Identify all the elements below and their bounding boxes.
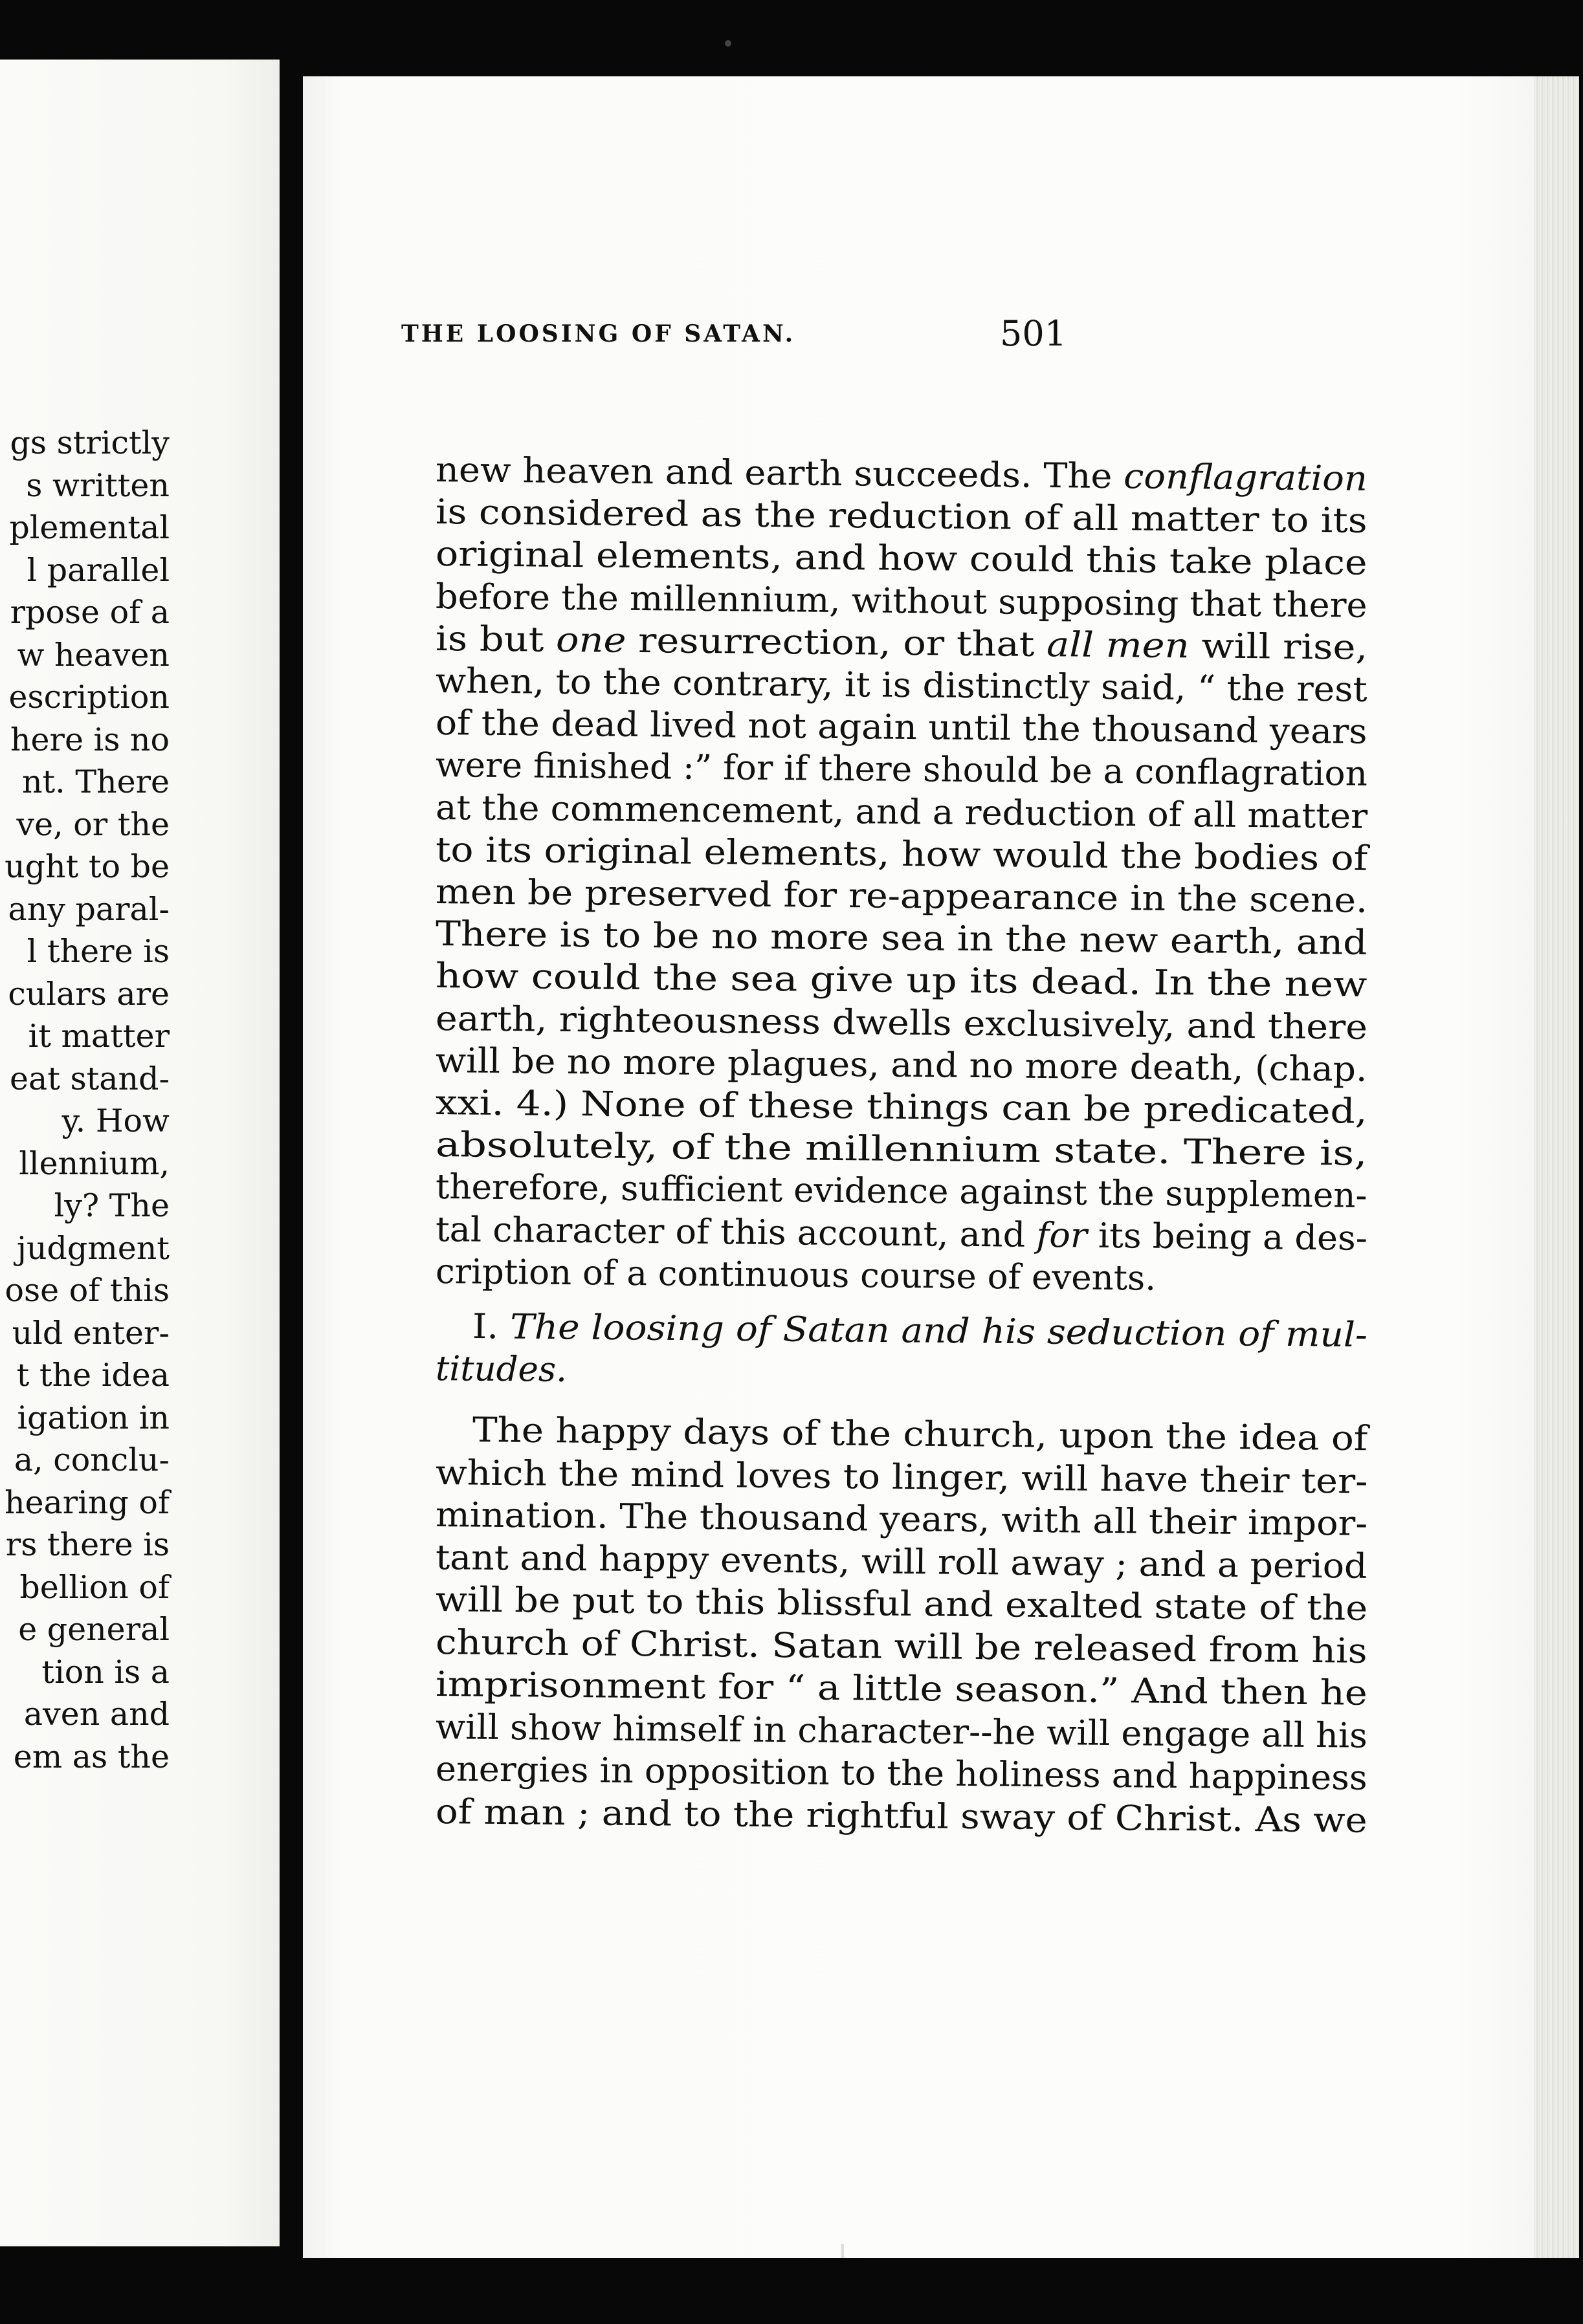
left-page-line: hearing of	[4, 1484, 170, 1521]
body-line	[435, 914, 1367, 963]
section-heading-text: titudes.	[435, 1349, 568, 1390]
text-run: church of Christ. Satan will be released from his	[435, 1622, 1367, 1671]
left-page-line: rpose of a	[10, 594, 170, 631]
body-line	[435, 661, 1367, 710]
left-page-line: any paral-	[8, 890, 170, 928]
body-line	[435, 1749, 1368, 1798]
left-page-line: eat stand-	[9, 1060, 170, 1097]
body-line	[435, 745, 1368, 795]
italic-run: all men	[1046, 624, 1190, 666]
body-line	[435, 1792, 1368, 1841]
section-numeral: I.	[472, 1307, 499, 1347]
left-page-line: escription	[8, 679, 170, 716]
left-page-line: bellion of	[19, 1568, 170, 1606]
page-edge-shadow	[1534, 76, 1579, 2258]
text-run: to its original elements, how would the bodies of	[435, 829, 1368, 879]
body-line	[435, 872, 1368, 921]
left-page-line: e general	[18, 1611, 170, 1648]
text-run: were finished :” for if there should be a conflagration	[435, 745, 1368, 795]
body-line	[435, 829, 1368, 879]
left-page	[0, 60, 280, 2246]
body-line	[435, 1537, 1367, 1586]
text-run: of man ; and to the rightful sway of Christ. As we	[435, 1792, 1368, 1841]
section-heading-continued	[435, 1349, 568, 1390]
body-line	[435, 1083, 1368, 1132]
left-page-line: tion is a	[41, 1653, 170, 1691]
left-page-line: ose of this	[5, 1272, 170, 1309]
text-run: therefore, sufficient evidence against the supplemen-	[435, 1167, 1367, 1216]
text-run: how could the sea give up its dead. In the new	[435, 956, 1367, 1005]
body-line	[435, 998, 1368, 1047]
text-run: resurrection, or that	[626, 620, 1047, 664]
body-line	[435, 1495, 1368, 1544]
body-line	[435, 1040, 1367, 1090]
left-page-line: l parallel	[27, 551, 170, 589]
left-page-line: t the idea	[16, 1357, 170, 1394]
text-run: is but	[435, 619, 557, 660]
text-run: original elements, and how could this take place	[435, 534, 1367, 584]
text-run: before the millennium, without supposing that there	[435, 576, 1367, 626]
running-head: THE LOOSING OF SATAN.	[401, 320, 796, 347]
left-page-line: uld enter-	[12, 1314, 170, 1352]
right-page	[303, 76, 1579, 2258]
text-run: There is to be no more sea in the new earth, and	[435, 914, 1367, 963]
body-line	[435, 787, 1368, 837]
text-run: which the mind loves to linger, will have their ter-	[435, 1453, 1368, 1502]
body-line	[435, 1167, 1367, 1216]
text-run: when, to the contrary, it is distinctly said, “ the rest	[435, 661, 1367, 710]
section-heading	[472, 1307, 1368, 1355]
body-line	[435, 534, 1367, 584]
body-line	[435, 450, 1368, 499]
body-line	[435, 492, 1367, 542]
left-page-line: w heaven	[17, 636, 170, 674]
text-run: will be no more plagues, and no more death, (chap.	[435, 1040, 1367, 1090]
spacer	[498, 1307, 511, 1346]
left-page-line: nt. There	[21, 763, 170, 800]
text-run: cription of a continuous course of events.	[435, 1251, 1157, 1299]
text-run: will be put to this blissful and exalted state of the	[435, 1580, 1368, 1628]
left-page-line: igation in	[17, 1399, 170, 1436]
body-line	[435, 1209, 1368, 1258]
body-line	[472, 1410, 1368, 1459]
text-run: mination. The thousand years, with all their impor-	[435, 1495, 1368, 1544]
binding-speck	[725, 40, 731, 47]
left-page-line: y. How	[61, 1102, 170, 1139]
body-line	[435, 576, 1367, 626]
left-page-line: l there is	[27, 933, 170, 970]
left-page-line: a, conclu-	[14, 1442, 170, 1478]
body-line	[435, 956, 1367, 1005]
body-line	[435, 1580, 1368, 1628]
left-page-line: rs there is	[5, 1526, 170, 1563]
text-run: new heaven and earth succeeds. The	[435, 450, 1124, 497]
text-run: men be preserved for re-appearance in the scene.	[435, 872, 1368, 921]
text-run: tant and happy events, will roll away ; and a period	[435, 1537, 1367, 1586]
italic-run: for	[1036, 1215, 1088, 1256]
left-page-line: ught to be	[5, 848, 170, 885]
body-line	[436, 1667, 1367, 1711]
body-line	[435, 1251, 1157, 1299]
text-run: xxi. 4.) None of these things can be predicated,	[435, 1083, 1368, 1132]
text-run: is considered as the reduction of all matter to its	[435, 492, 1367, 542]
body-line	[435, 1622, 1367, 1671]
left-page-line: aven and	[23, 1696, 170, 1733]
text-run: energies in opposition to the holiness and happiness	[435, 1749, 1368, 1798]
section-heading-text: The loosing of Satan and his seduction of mul-	[509, 1307, 1368, 1355]
left-page-line: gs strictly	[10, 424, 170, 461]
text-run: will show himself in character--he will engage all his	[435, 1707, 1368, 1756]
left-page-line: ly? The	[54, 1187, 170, 1224]
body-line	[435, 1453, 1368, 1502]
left-page-line: s written	[26, 466, 170, 504]
text-run: earth, righteousness dwells exclusively, and there	[435, 998, 1368, 1047]
left-page-line: llennium,	[19, 1145, 170, 1182]
body-line	[435, 619, 1368, 668]
italic-run: one	[555, 620, 626, 661]
text-run: absolutely, of the millennium state. There is,	[435, 1125, 1367, 1174]
left-page-line: em as the	[13, 1738, 170, 1775]
left-page-line: plemental	[9, 509, 170, 546]
binding-mark	[841, 2244, 844, 2258]
left-page-line: ve, or the	[16, 806, 170, 843]
text-run: its being a des-	[1087, 1216, 1368, 1258]
text-run: The happy days of the church, upon the idea of	[472, 1410, 1368, 1459]
left-page-line: judgment	[16, 1229, 170, 1267]
left-page-line: here is no	[10, 721, 170, 758]
text-run: imprisonment for “ a little season.” And then he	[435, 1665, 1368, 1713]
page-number: 501	[1000, 313, 1067, 354]
text-run: at the commencement, and a reduction of all matter	[435, 787, 1368, 837]
body-line	[435, 703, 1367, 752]
body-line	[435, 1125, 1367, 1174]
italic-run: conflagration	[1123, 457, 1368, 499]
text-run: will rise,	[1189, 626, 1368, 668]
body-line	[435, 1707, 1368, 1756]
left-page-line: culars are	[8, 975, 170, 1013]
text-run: tal character of this account, and	[435, 1209, 1037, 1255]
text-run: of the dead lived not again until the thousand years	[435, 703, 1367, 752]
left-page-line: it matter	[28, 1018, 170, 1055]
